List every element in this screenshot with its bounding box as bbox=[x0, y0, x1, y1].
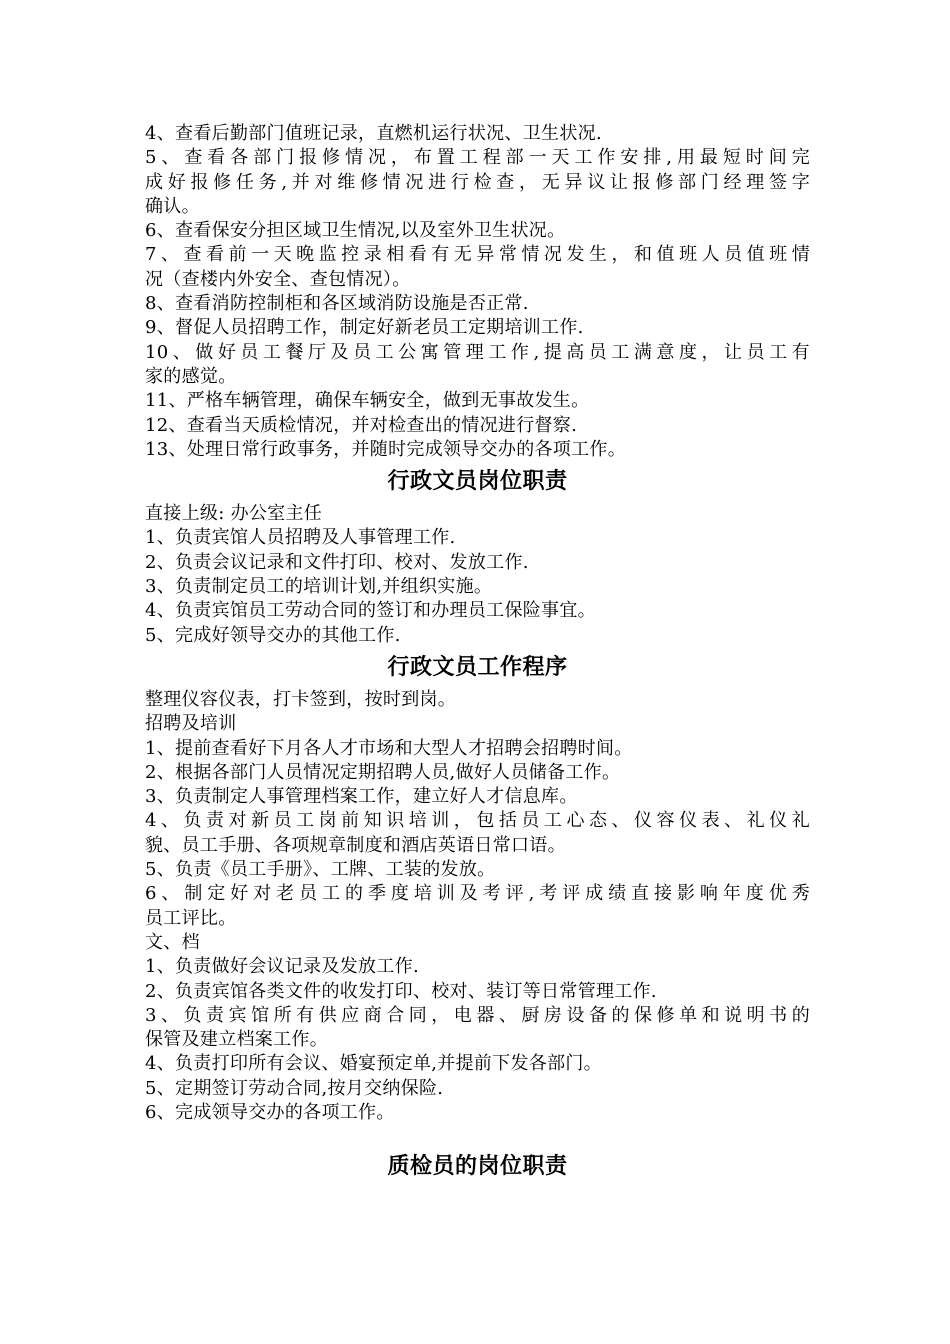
list-item: 1、负责做好会议记录及发放工作. bbox=[145, 956, 419, 978]
list-item: 6、完成领导交办的各项工作。 bbox=[145, 1101, 395, 1123]
section-heading-duties: 行政文员岗位职责 bbox=[387, 469, 568, 495]
list-item: 2、负责宾馆各类文件的收发打印、校对、装订等日常管理工作. bbox=[145, 980, 657, 1002]
section-procedure bbox=[145, 688, 810, 1125]
list-item: 13、处理日常行政事务，并随时完成领导交办的各项工作。 bbox=[145, 438, 627, 460]
subheading-documents: 文、档 bbox=[145, 931, 200, 953]
document-page bbox=[145, 122, 810, 1187]
list-item: 2、根据各部门人员情况定期招聘人员,做好人员储备工作。 bbox=[145, 761, 621, 783]
list-item: 1、提前查看好下月各人才市场和大型人才招聘会招聘时间。 bbox=[145, 737, 633, 759]
section-duties bbox=[145, 502, 810, 648]
subheading-recruitment: 招聘及培训 bbox=[145, 713, 237, 735]
list-item-continued: 况（查楼内外安全、查包情况）。 bbox=[145, 268, 411, 290]
list-item: 4、查看后勤部门值班记录，直燃机运行状况、卫生状况. bbox=[145, 123, 602, 144]
list-item: 3、负责制定人事管理档案工作，建立好人才信息库。 bbox=[145, 786, 578, 808]
list-item: 3、负责制定员工的培训计划,并组织实施。 bbox=[145, 576, 493, 598]
section-top bbox=[145, 122, 810, 462]
list-item-continued: 员工评比。 bbox=[145, 907, 237, 929]
list-item: 4、负责宾馆员工劳动合同的签订和办理员工保险事宜。 bbox=[145, 600, 596, 622]
list-item: 8、查看消防控制柜和各区域消防设施是否正常. bbox=[145, 293, 529, 315]
list-item: 1、负责宾馆人员招聘及人事管理工作. bbox=[145, 527, 456, 549]
list-item: 12、查看当天质检情况，并对检查出的情况进行督察. bbox=[145, 414, 578, 436]
list-item: 6、查看保安分担区域卫生情况,以及室外卫生状况。 bbox=[145, 220, 566, 242]
list-item: 3、负责宾馆所有供应商合同，电器、厨房设备的保修单和说明书的 bbox=[145, 1004, 810, 1026]
intro-line: 整理仪容仪表，打卡签到，按时到岗。 bbox=[145, 688, 457, 710]
list-item-continued: 确认。 bbox=[145, 195, 200, 217]
list-item: 4、负责对新员工岗前知识培训，包括员工心态、仪容仪表、礼仪礼 bbox=[145, 810, 810, 832]
list-item: 2、负责会议记录和文件打印、校对、发放工作. bbox=[145, 551, 529, 573]
list-item-continued: 保管及建立档案工作。 bbox=[145, 1029, 328, 1051]
list-item: 4、负责打印所有会议、婚宴预定单,并提前下发各部门。 bbox=[145, 1053, 602, 1075]
section-heading-procedure: 行政文员工作程序 bbox=[387, 654, 568, 680]
list-item-continued: 成好报修任务,并对维修情况进行检查，无异议让报修部门经理签字 bbox=[145, 171, 810, 193]
list-item-continued: 家的感觉。 bbox=[145, 365, 237, 387]
list-item: 9、督促人员招聘工作，制定好新老员工定期培训工作. bbox=[145, 317, 584, 339]
list-item: 11、严格车辆管理，确保车辆安全，做到无事故发生。 bbox=[145, 390, 590, 412]
list-item: 10、做好员工餐厅及员工公寓管理工作,提高员工满意度，让员工有 bbox=[145, 341, 810, 363]
list-item: 5、负责《员工手册》、工牌、工装的发放。 bbox=[145, 859, 496, 881]
section-heading-inspector: 质检员的岗位职责 bbox=[387, 1154, 568, 1180]
list-item: 5、查看各部门报修情况，布置工程部一天工作安排,用最短时间完 bbox=[145, 147, 810, 169]
supervisor-line: 直接上级: 办公室主任 bbox=[145, 503, 323, 525]
list-item: 5、完成好领导交办的其他工作. bbox=[145, 624, 401, 646]
list-item: 7、查看前一天晚监控录相看有无异常情况发生，和值班人员值班情 bbox=[145, 244, 810, 266]
list-item: 6、制定好对老员工的季度培训及考评,考评成绩直接影响年度优秀 bbox=[145, 883, 810, 905]
list-item: 5、定期签订劳动合同,按月交纳保险. bbox=[145, 1077, 444, 1099]
list-item-continued: 貌、员工手册、各项规章制度和酒店英语日常口语。 bbox=[145, 834, 566, 856]
